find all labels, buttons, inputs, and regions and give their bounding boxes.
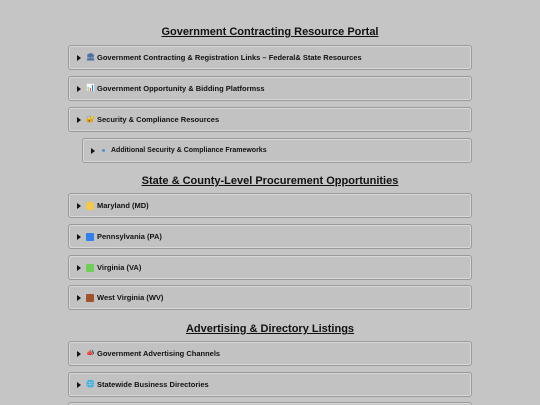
accordion-label: Pennsylvania (PA)	[97, 232, 162, 241]
building-icon: 🏛	[86, 53, 95, 61]
accordion-pennsylvania[interactable]	[68, 224, 472, 249]
accordion-advertising-channels[interactable]	[68, 341, 472, 366]
accordion-bidding-platforms[interactable]	[68, 76, 472, 101]
accordion-label: Statewide Business Directories	[97, 380, 209, 389]
expand-triangle-icon	[77, 295, 81, 301]
expand-triangle-icon	[77, 265, 81, 271]
accordion-label: Additional Security & Compliance Frameworks	[111, 147, 267, 154]
accordion-label: Maryland (MD)	[97, 201, 149, 210]
expand-triangle-icon	[77, 86, 81, 92]
section-title-portal	[0, 25, 540, 39]
accordion-label: Virginia (VA)	[97, 263, 142, 272]
accordion-label: West Virginia (WV)	[97, 293, 164, 302]
accordion-contracting-links[interactable]	[68, 45, 472, 70]
accordion-west-virginia[interactable]	[68, 285, 472, 310]
expand-triangle-icon	[77, 203, 81, 209]
accordion-business-directories[interactable]	[68, 372, 472, 397]
accordion-label: Security & Compliance Resources	[97, 115, 220, 124]
globe-icon: 🌐	[86, 380, 95, 388]
section-title-state	[0, 174, 540, 188]
section-heading: State & County-Level Procurement Opportunities	[141, 175, 399, 187]
dot-icon	[102, 149, 105, 152]
lock-icon: 🔐	[86, 115, 95, 123]
accordion-label: Government Advertising Channels	[97, 349, 221, 358]
section-heading: Advertising & Directory Listings	[185, 323, 355, 335]
expand-triangle-icon	[77, 55, 81, 61]
brown-square-icon	[86, 294, 94, 302]
section-title-advertising	[0, 322, 540, 336]
yellow-square-icon	[86, 202, 94, 210]
megaphone-icon: 📣	[86, 349, 95, 357]
green-square-icon	[86, 264, 94, 272]
expand-triangle-icon	[77, 234, 81, 240]
expand-triangle-icon	[91, 148, 95, 154]
accordion-security-compliance[interactable]	[68, 107, 472, 132]
accordion-label: Government Contracting & Registration Links – Federal& State Resources	[97, 53, 362, 62]
accordion-additional-frameworks[interactable]	[82, 138, 472, 163]
expand-triangle-icon	[77, 117, 81, 123]
page-title: Government Contracting Resource Portal	[161, 26, 379, 38]
accordion-label: Government Opportunity & Bidding Platformss	[97, 84, 265, 93]
expand-triangle-icon	[77, 382, 81, 388]
chart-icon: 📊	[86, 84, 95, 92]
accordion-virginia[interactable]	[68, 255, 472, 280]
blue-square-icon	[86, 233, 94, 241]
expand-triangle-icon	[77, 351, 81, 357]
accordion-maryland[interactable]	[68, 193, 472, 218]
